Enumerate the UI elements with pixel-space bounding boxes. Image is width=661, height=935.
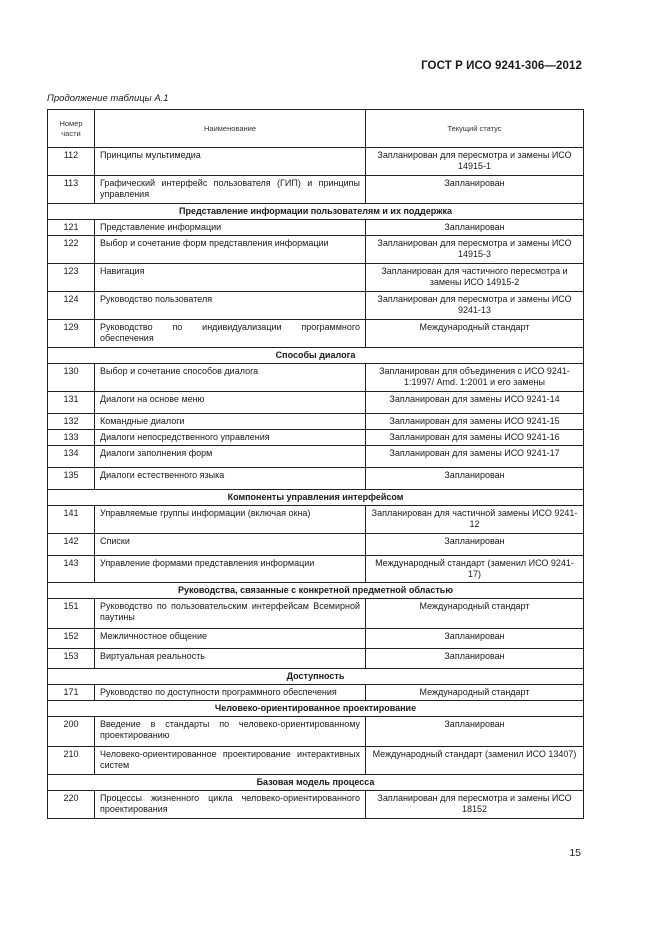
part-status-cell: Запланирован для замены ИСО 9241-15 [366,414,584,430]
part-name-cell: Руководство по пользовательским интерфейсам Всемирной паутины [95,599,366,629]
part-status-cell: Запланирован [366,534,584,556]
part-number-cell: 220 [48,791,95,819]
part-status-cell: Запланирован [366,176,584,204]
header-status: Текущий статус [366,110,584,148]
part-name-cell: Руководство пользователя [95,292,366,320]
part-status-cell: Запланирован для замены ИСО 9241-17 [366,446,584,468]
part-status-cell: Запланирован для пересмотра и замены ИСО 14915-3 [366,236,584,264]
table-row [48,236,584,264]
table-row [48,599,584,629]
header-number: Номер части [48,110,95,148]
part-status-cell: Запланирован [366,649,584,669]
part-name-cell: Выбор и сочетание форм представления информации [95,236,366,264]
part-number-cell: 143 [48,556,95,583]
part-name-cell: Диалоги непосредственного управления [95,430,366,446]
part-number-cell: 171 [48,685,95,701]
section-title: Способы диалога [48,348,584,364]
part-name-cell: Диалоги естественного языка [95,468,366,490]
header-name: Наименование [95,110,366,148]
part-number-cell: 129 [48,320,95,348]
part-number-cell: 123 [48,264,95,292]
standards-table [47,109,584,819]
section-row [48,775,584,791]
section-row [48,204,584,220]
section-row [48,583,584,599]
table-row [48,392,584,414]
page-number: 15 [569,847,581,859]
table-header-row [48,110,584,148]
table-row [48,220,584,236]
section-title: Руководства, связанные с конкретной предметной областью [48,583,584,599]
part-status-cell: Запланирован для пересмотра и замены ИСО 14915-1 [366,148,584,176]
part-status-cell: Запланирован [366,220,584,236]
table-row [48,148,584,176]
part-name-cell: Руководство по индивидуализации программного обеспечения [95,320,366,348]
table-row [48,556,584,583]
table-row [48,468,584,490]
part-number-cell: 130 [48,364,95,392]
part-name-cell: Графический интерфейс пользователя (ГИП) и принципы управления [95,176,366,204]
part-status-cell: Запланирован для пересмотра и замены ИСО 18152 [366,791,584,819]
part-name-cell: Принципы мультимедиа [95,148,366,176]
part-status-cell: Запланирован для объединения с ИСО 9241-1:1997/ Amd. 1:2001 и его замены [366,364,584,392]
part-name-cell: Введение в стандарты по человеко-ориентированному проектированию [95,717,366,747]
part-number-cell: 112 [48,148,95,176]
table-row [48,446,584,468]
table-row [48,176,584,204]
part-status-cell: Запланирован [366,468,584,490]
part-name-cell: Списки [95,534,366,556]
table-row [48,629,584,649]
table-row [48,414,584,430]
part-number-cell: 133 [48,430,95,446]
part-number-cell: 141 [48,506,95,534]
table-row [48,264,584,292]
table-row [48,430,584,446]
part-status-cell: Запланирован для замены ИСО 9241-16 [366,430,584,446]
table-row [48,320,584,348]
part-name-cell: Межличностное общение [95,629,366,649]
part-number-cell: 121 [48,220,95,236]
table-caption: Продолжение таблицы А.1 [47,93,169,104]
part-status-cell: Запланирован для пересмотра и замены ИСО 9241-13 [366,292,584,320]
part-number-cell: 151 [48,599,95,629]
table-row [48,747,584,775]
part-status-cell: Запланирован для частичной замены ИСО 9241-12 [366,506,584,534]
table-row [48,791,584,819]
part-number-cell: 124 [48,292,95,320]
part-name-cell: Человеко-ориентированное проектирование интерактивных систем [95,747,366,775]
section-title: Базовая модель процесса [48,775,584,791]
section-title: Компоненты управления интерфейсом [48,490,584,506]
part-name-cell: Управляемые группы информации (включая окна) [95,506,366,534]
section-title: Представление информации пользователям и их поддержка [48,204,584,220]
part-name-cell: Диалоги на основе меню [95,392,366,414]
section-title: Человеко-ориентированное проектирование [48,701,584,717]
part-name-cell: Виртуальная реальность [95,649,366,669]
part-status-cell: Запланирован [366,629,584,649]
part-name-cell: Руководство по доступности программного обеспечения [95,685,366,701]
table-row [48,364,584,392]
document-header: ГОСТ Р ИСО 9241-306—2012 [421,60,582,72]
section-title: Доступность [48,669,584,685]
part-name-cell: Командные диалоги [95,414,366,430]
part-status-cell: Запланирован для частичного пересмотра и замены ИСО 14915-2 [366,264,584,292]
part-number-cell: 153 [48,649,95,669]
part-number-cell: 122 [48,236,95,264]
part-name-cell: Диалоги заполнения форм [95,446,366,468]
table-row [48,717,584,747]
part-number-cell: 152 [48,629,95,649]
part-status-cell: Международный стандарт [366,320,584,348]
part-status-cell: Международный стандарт [366,599,584,629]
part-name-cell: Представление информации [95,220,366,236]
part-status-cell: Международный стандарт [366,685,584,701]
part-number-cell: 200 [48,717,95,747]
part-name-cell: Выбор и сочетание способов диалога [95,364,366,392]
part-name-cell: Навигация [95,264,366,292]
table-row [48,649,584,669]
section-row [48,348,584,364]
part-status-cell: Международный стандарт (заменил ИСО 9241-17) [366,556,584,583]
part-number-cell: 113 [48,176,95,204]
section-row [48,701,584,717]
table-row [48,506,584,534]
table-body [48,148,584,819]
part-number-cell: 131 [48,392,95,414]
table-row [48,292,584,320]
part-status-cell: Международный стандарт (заменил ИСО 13407) [366,747,584,775]
part-status-cell: Запланирован для замены ИСО 9241-14 [366,392,584,414]
table-row [48,685,584,701]
table-row [48,534,584,556]
part-number-cell: 142 [48,534,95,556]
part-name-cell: Процессы жизненного цикла человеко-ориентированного проектирования [95,791,366,819]
part-number-cell: 132 [48,414,95,430]
part-number-cell: 134 [48,446,95,468]
part-number-cell: 210 [48,747,95,775]
part-status-cell: Запланирован [366,717,584,747]
part-name-cell: Управление формами представления информации [95,556,366,583]
section-row [48,669,584,685]
section-row [48,490,584,506]
part-number-cell: 135 [48,468,95,490]
